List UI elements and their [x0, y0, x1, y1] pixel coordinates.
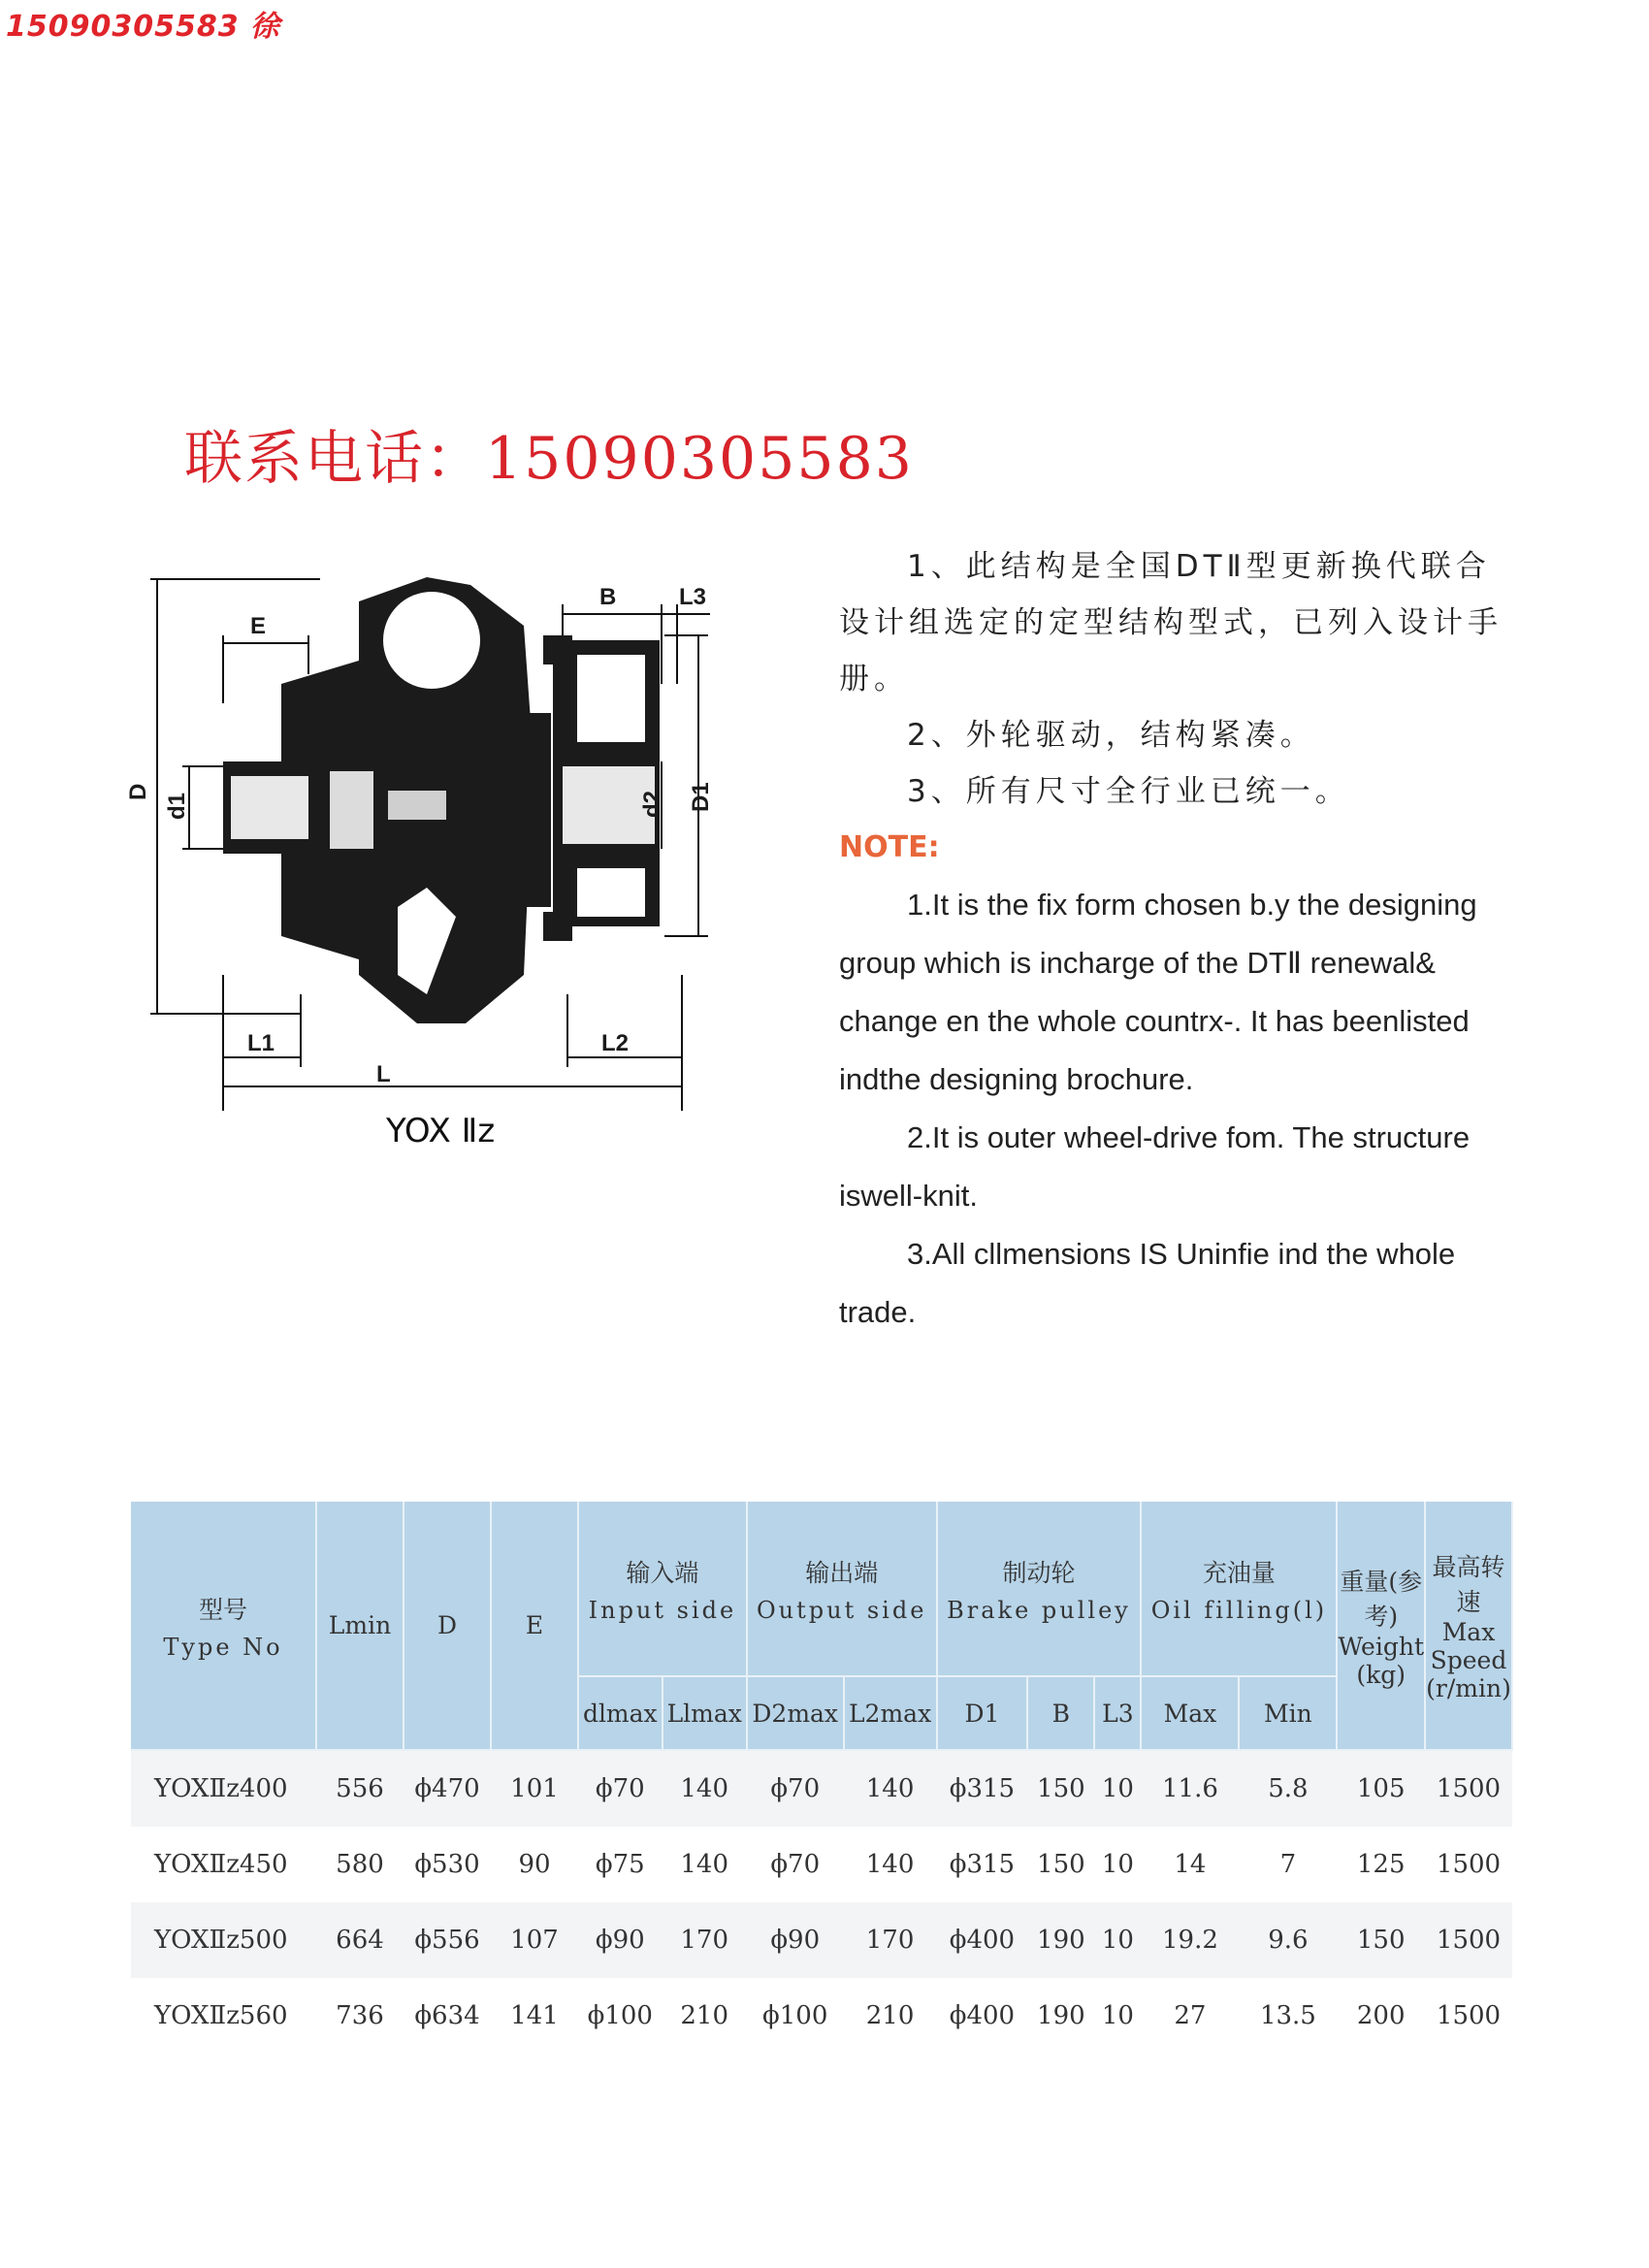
table-cell: 580: [336, 1850, 384, 1879]
header-weight-unit: (kg): [1356, 1660, 1406, 1689]
table-cell: 105: [1337, 1750, 1425, 1827]
table-cell: 10: [1094, 1750, 1141, 1827]
table-cell: 170: [844, 1902, 937, 1978]
table-cell: 10: [1101, 1850, 1134, 1879]
table-cell: 1500: [1425, 1902, 1512, 1978]
table-row: [131, 1750, 1512, 1827]
table-cell: 11.6: [1141, 1750, 1239, 1827]
table-cell: 13.5: [1259, 2001, 1316, 2030]
header-speed-en1: Max: [1441, 1618, 1496, 1646]
header-speed: [1425, 1502, 1512, 1750]
table-cell: 140: [844, 1750, 937, 1827]
header-l1max: Llmax: [663, 1676, 747, 1750]
table-cell: ϕ315: [937, 1750, 1028, 1827]
dim-label-l: L: [376, 1061, 391, 1087]
header-oil-max: Max: [1141, 1676, 1239, 1750]
note-en-1: 1.It is the fix form chosen b.y the designing group which is incharge of the DTⅡ renewal& change en the whole countrx-. It has beenlisted indthe designing brochure.: [839, 888, 1477, 1096]
table-cell: 1500: [1436, 1850, 1502, 1879]
header-speed-en2: Speed: [1430, 1646, 1507, 1674]
header-brake: [937, 1502, 1142, 1676]
table-cell: 556: [316, 1750, 404, 1827]
phone-watermark: 15090305583 徐: [6, 10, 281, 44]
table-cell: 10: [1101, 2001, 1134, 2030]
note-cn-1: 1、此结构是全国DTⅡ型更新换代联合设计组选定的定型结构型式，已列入设计手册。: [839, 549, 1503, 697]
table-cell: ϕ400: [937, 1902, 1028, 1978]
dim-label-d1-outer: D1: [688, 782, 714, 812]
table-cell: 736: [336, 2001, 384, 2030]
table-cell: 664: [316, 1902, 404, 1978]
table-cell: ϕ400: [949, 2001, 1016, 2030]
header-type-en: Type No: [163, 1633, 283, 1661]
table-cell: 5.8: [1239, 1750, 1337, 1827]
header-input-en: Input side: [588, 1596, 737, 1624]
notes-block: [839, 538, 1508, 1342]
table-cell: ϕ70: [578, 1750, 663, 1827]
table-row: [131, 1978, 1512, 2054]
table-cell: ϕ470: [404, 1750, 491, 1827]
header-type-cn: 型号: [198, 1595, 247, 1624]
dim-label-b: B: [599, 584, 617, 610]
note-cn-3: 3、所有尺寸全行业已统一。: [907, 774, 1350, 809]
table-cell: 140: [865, 1850, 915, 1879]
table-cell: YOXⅡz560: [154, 2001, 288, 2030]
header-input-cn: 输入端: [626, 1558, 699, 1587]
dim-label-l1: L1: [247, 1030, 275, 1056]
table-cell: ϕ556: [404, 1902, 491, 1978]
header-output: [747, 1502, 937, 1676]
table-cell: 210: [865, 2001, 915, 2030]
table-cell: 10: [1094, 1902, 1141, 1978]
header-d1max: dlmax: [578, 1676, 663, 1750]
table-cell: 1500: [1425, 1750, 1512, 1827]
table-cell: ϕ90: [578, 1902, 663, 1978]
table-cell: 9.6: [1239, 1902, 1337, 1978]
table-cell: YOXⅡz500: [131, 1902, 316, 1978]
table-cell: 27: [1174, 2001, 1207, 2030]
header-output-cn: 输出端: [805, 1558, 879, 1587]
table-cell: ϕ634: [414, 2001, 480, 2030]
header-weight-en: Weight: [1338, 1632, 1424, 1661]
header-d2max: D2max: [747, 1676, 844, 1750]
table-cell: 140: [680, 1850, 729, 1879]
table-cell: ϕ315: [949, 1850, 1016, 1879]
header-type: [131, 1502, 316, 1750]
header-weight: [1337, 1502, 1425, 1750]
table-cell: 101: [491, 1750, 578, 1827]
spec-table: [131, 1502, 1513, 2054]
header-brake-l3: L3: [1094, 1676, 1141, 1750]
table-row: [131, 1827, 1512, 1902]
dim-label-d2: d2: [639, 790, 665, 818]
dim-label-d1: d1: [164, 792, 190, 820]
table-cell: 141: [510, 2001, 559, 2030]
table-cell: 150: [1037, 1850, 1085, 1879]
table-cell: ϕ530: [414, 1850, 480, 1879]
header-oil-cn: 充油量: [1202, 1558, 1276, 1587]
table-cell: ϕ70: [747, 1750, 844, 1827]
drawing-caption: YOX Ⅱz: [386, 1112, 496, 1150]
table-row: [131, 1902, 1512, 1978]
table-cell: 90: [518, 1850, 551, 1879]
header-input: [578, 1502, 747, 1676]
table-cell: 190: [1037, 2001, 1085, 2030]
table-cell: 107: [491, 1902, 578, 1978]
table-cell: 7: [1279, 1850, 1297, 1879]
header-brake-en: Brake pulley: [947, 1596, 1131, 1624]
table-cell: 14: [1174, 1850, 1207, 1879]
coupling-drawing: [125, 567, 718, 1111]
table-cell: ϕ100: [762, 2001, 828, 2030]
table-cell: 170: [663, 1902, 747, 1978]
table-cell: 190: [1027, 1902, 1094, 1978]
note-title: NOTE:: [839, 830, 940, 864]
header-brake-d1: D1: [937, 1676, 1028, 1750]
table-cell: ϕ75: [595, 1850, 645, 1879]
header-e: E: [491, 1502, 578, 1750]
table-cell: 150: [1337, 1902, 1425, 1978]
dim-label-e: E: [250, 613, 267, 639]
header-oil-en: Oil filling(l): [1150, 1596, 1328, 1624]
header-oil-min: Min: [1239, 1676, 1337, 1750]
header-speed-unit: (r/min): [1426, 1674, 1511, 1702]
table-cell: 210: [680, 2001, 729, 2030]
table-cell: 200: [1356, 2001, 1406, 2030]
header-l2max: L2max: [844, 1676, 937, 1750]
note-en-2: 2.It is outer wheel-drive fom. The structure iswell-knit.: [839, 1120, 1471, 1213]
table-cell: 19.2: [1141, 1902, 1239, 1978]
header-weight-cn: 重量(参考): [1340, 1567, 1423, 1631]
header-speed-cn: 最高转速: [1432, 1553, 1505, 1616]
contact-phone: 联系电话：15090305583: [184, 425, 914, 493]
table-cell: 1500: [1436, 2001, 1502, 2030]
table-cell: 140: [663, 1750, 747, 1827]
table-cell: 150: [1027, 1750, 1094, 1827]
table-cell: ϕ100: [587, 2001, 653, 2030]
table-cell: ϕ90: [747, 1902, 844, 1978]
note-cn-2: 2、外轮驱动，结构紧凑。: [907, 718, 1315, 753]
table-cell: 125: [1356, 1850, 1406, 1879]
note-en-3: 3.All cllmensions IS Uninfie ind the whole trade.: [839, 1237, 1456, 1329]
header-output-en: Output side: [756, 1596, 927, 1624]
table-cell: ϕ70: [770, 1850, 821, 1879]
header-d: D: [404, 1502, 491, 1750]
dim-label-l2: L2: [601, 1030, 630, 1056]
header-brake-b: B: [1027, 1676, 1094, 1750]
header-brake-cn: 制动轮: [1002, 1558, 1076, 1587]
dim-label-l3: L3: [679, 584, 707, 610]
table-cell: YOXⅡz450: [154, 1850, 288, 1879]
header-oil: [1141, 1502, 1337, 1676]
dim-label-d: D: [125, 783, 151, 800]
header-lmin: Lmin: [316, 1502, 404, 1750]
table-cell: YOXⅡz400: [131, 1750, 316, 1827]
